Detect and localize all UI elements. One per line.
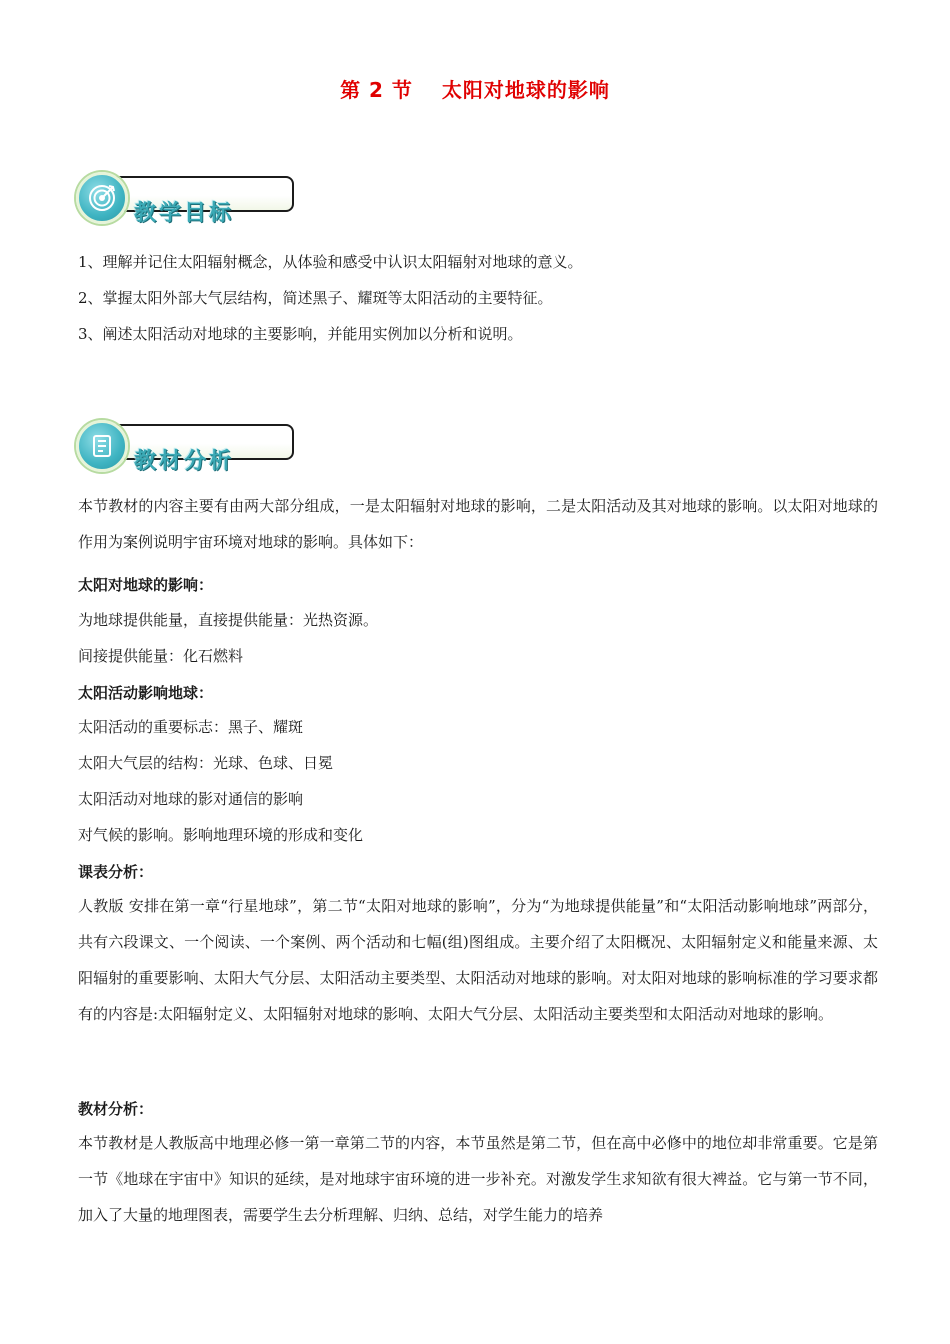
banner-label: 教材分析	[134, 449, 235, 474]
text-line: 太阳大气层的结构：光球、色球、日冕	[78, 754, 334, 772]
target-icon	[76, 172, 128, 224]
subheading: 课表分析：	[78, 863, 154, 881]
book-icon	[76, 420, 128, 472]
section-banner-analysis	[76, 420, 296, 480]
page-title: 第 2 节 太阳对地球的影响	[340, 78, 610, 102]
intro-paragraph: 本节教材的内容主要有由两大部分组成，一是太阳辐射对地球的影响，二是太阳活动及其对地球的影响。以太阳对地球的作用为案例说明宇宙环境对地球的影响。具体如下：	[78, 497, 878, 551]
objective-item: 3、阐述太阳活动对地球的主要影响，并能用实例加以分析和说明。	[78, 325, 523, 343]
text-line: 太阳活动的重要标志：黑子、耀斑	[78, 718, 304, 736]
subheading: 太阳活动影响地球：	[78, 684, 214, 702]
text-line: 为地球提供能量，直接提供能量：光热资源。	[78, 611, 379, 629]
objective-item: 1、理解并记住太阳辐射概念，从体验和感受中认识太阳辐射对地球的意义。	[78, 253, 583, 271]
banner-label: 教学目标	[134, 201, 235, 226]
section-banner-objectives	[76, 172, 296, 232]
text-line: 对气候的影响。影响地理环境的形成和变化	[78, 826, 364, 844]
text-line: 间接提供能量：化石燃料	[78, 647, 244, 665]
curriculum-paragraph: 人教版 安排在第一章“行星地球”，第二节“太阳对地球的影响”，分为“为地球提供能量”和“太阳活动影响地球”两部分，共有六段课文、一个阅读、一个案例、两个活动和七幅(组)图组成。主要介绍了太阳概况、太阳辐射定义和能量来源、太阳辐射的重要影响、太阳大气分层、太阳活动主要类型、太阳活动对地球的影响。对太阳对地球的影响标准的学习要求都有的内容是:太阳辐射定义、太阳辐射对地球的影响、太阳大气分层、太阳活动主要类型和太阳活动对地球的影响。	[78, 897, 878, 1023]
objective-item: 2、掌握太阳外部大气层结构，简述黑子、耀斑等太阳活动的主要特征。	[78, 289, 553, 307]
textbook-paragraph: 本节教材是人教版高中地理必修一第一章第二节的内容，本节虽然是第二节，但在高中必修中的地位却非常重要。它是第一节《地球在宇宙中》知识的延续，是对地球宇宙环境的进一步补充。对激发学生求知欲有很大裨益。它与第一节不同，加入了大量的地理图表，需要学生去分析理解、归纳、总结，对学生能力的培养	[78, 1134, 878, 1224]
subheading: 教材分析：	[78, 1100, 154, 1118]
subheading: 太阳对地球的影响：	[78, 576, 214, 594]
text-line: 太阳活动对地球的影对通信的影响	[78, 790, 304, 808]
